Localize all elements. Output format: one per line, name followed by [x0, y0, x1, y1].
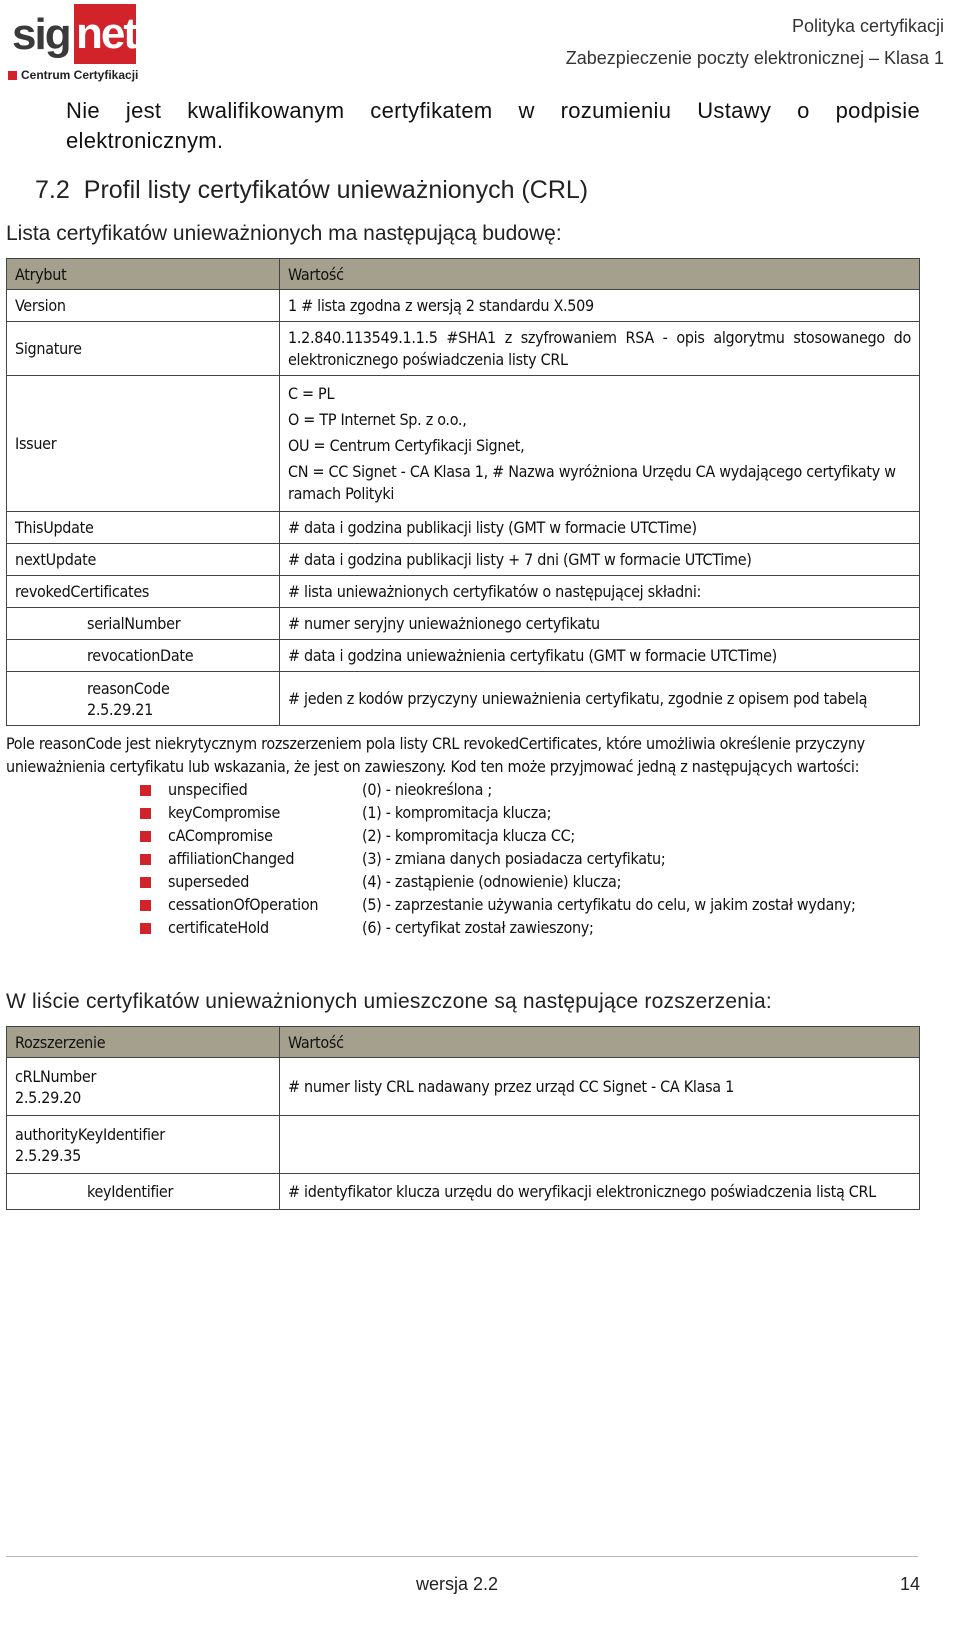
value-cell: # jeden z kodów przyczyny unieważnienia certyfikatu, zgodnie z opisem pod tabelą — [280, 672, 920, 726]
attribute-cell: ThisUpdate — [7, 512, 280, 544]
table-row — [7, 376, 920, 512]
table-row — [7, 672, 920, 726]
intro-paragraph: Nie jest kwalifikowanym certyfikatem w rozumieniu Ustawy o podpisie elektronicznym. — [66, 98, 920, 153]
red-square-icon — [8, 71, 17, 80]
extension-cell: keyIdentifier — [7, 1174, 280, 1210]
table-row — [7, 1174, 920, 1210]
attribute-cell: serialNumber — [7, 608, 280, 640]
value-cell — [280, 1116, 920, 1174]
logo-text-net: net — [74, 4, 136, 64]
column-header: Rozszerzenie — [7, 1027, 280, 1058]
attribute-cell: revokedCertificates — [7, 576, 280, 608]
extensions-heading: W liście certyfikatów unieważnionych umieszczone są następujące rozszerzenia: — [6, 990, 772, 1013]
column-header: Wartość — [280, 259, 920, 290]
bullet-square-icon — [140, 831, 151, 842]
value-cell: # numer seryjny unieważnionego certyfikatu — [280, 608, 920, 640]
attribute-cell: nextUpdate — [7, 544, 280, 576]
bullet-square-icon — [140, 877, 151, 888]
crl-intro: Lista certyfikatów unieważnionych ma następującą budowę: — [6, 222, 562, 245]
attribute-cell: reasonCode 2.5.29.21 — [7, 672, 280, 726]
table-row — [7, 544, 920, 576]
logo-subtitle: Centrum Certyfikacji — [8, 68, 138, 82]
value-cell: # data i godzina publikacji listy + 7 dni (GMT w formacie UTCTime) — [280, 544, 920, 576]
table-row — [7, 1116, 920, 1174]
table-row — [7, 640, 920, 672]
attribute-cell: revocationDate — [7, 640, 280, 672]
value-cell: # identyfikator klucza urzędu do weryfikacji elektronicznego poświadczenia listą CRL — [280, 1174, 920, 1210]
reason-code-list — [140, 778, 856, 939]
list-item: superseded (4) - zastąpienie (odnowienie) klucza; — [140, 870, 856, 893]
list-item: cessationOfOperation (5) - zaprzestanie używania certyfikatu do celu, w jakim został wydany; — [140, 893, 856, 916]
page-number: 14 — [899, 1574, 920, 1594]
table-row — [7, 322, 920, 376]
list-item: certificateHold (6) - certyfikat został zawieszony; — [140, 916, 856, 939]
extension-cell: authorityKeyIdentifier 2.5.29.35 — [7, 1116, 280, 1174]
table-header-row — [7, 259, 920, 290]
bullet-square-icon — [140, 808, 151, 819]
column-header: Wartość — [280, 1027, 920, 1058]
value-cell: 1.2.840.113549.1.1.5 #SHA1 z szyfrowaniem RSA - opis algorytmu stosowanego do elektronicznego poświadczenia listy CRL — [280, 322, 920, 376]
table-row — [7, 608, 920, 640]
table-row — [7, 290, 920, 322]
reason-code-paragraph: Pole reasonCode jest niekrytycznym rozszerzeniem pola listy CRL revokedCertificates, które umożliwia określenie przyczyny unieważnienia certyfikatu lub wskazania, że jest on zawieszony. Kod ten może przyjmować jedną z następujących wartości: — [6, 734, 865, 776]
value-cell: C = PL O = TP Internet Sp. z o.o., OU = Centrum Certyfikacji Signet, CN = CC Signet - CA Klasa 1, # Nazwa wyróżniona Urzędu CA wydającego certyfikaty w ramach Polityki — [280, 376, 920, 512]
extensions-table — [6, 1026, 920, 1210]
footer-divider — [6, 1556, 918, 1557]
document-subtitle: Zabezpieczenie poczty elektronicznej – Klasa 1 — [565, 48, 944, 68]
table-header-row — [7, 1027, 920, 1058]
list-item: affiliationChanged (3) - zmiana danych posiadacza certyfikatu; — [140, 847, 856, 870]
list-item: unspecified (0) - nieokreślona ; — [140, 778, 856, 801]
value-cell: # data i godzina unieważnienia certyfikatu (GMT w formacie UTCTime) — [280, 640, 920, 672]
value-cell: 1 # lista zgodna z wersją 2 standardu X.509 — [280, 290, 920, 322]
footer-version: wersja 2.2 — [416, 1574, 499, 1594]
table-row — [7, 1058, 920, 1116]
value-cell: # numer listy CRL nadawany przez urząd CC Signet - CA Klasa 1 — [280, 1058, 920, 1116]
attribute-cell: Issuer — [7, 376, 280, 512]
signet-logo — [8, 4, 139, 84]
crl-structure-table — [6, 258, 920, 726]
list-item: keyCompromise (1) - kompromitacja klucza; — [140, 801, 856, 824]
document-title: Polityka certyfikacji — [791, 16, 944, 36]
logo-text-sig: sig — [12, 10, 70, 59]
bullet-square-icon — [140, 785, 151, 796]
bullet-square-icon — [140, 854, 151, 865]
attribute-cell: Signature — [7, 322, 280, 376]
value-cell: # lista unieważnionych certyfikatów o następującej składni: — [280, 576, 920, 608]
value-cell: # data i godzina publikacji listy (GMT w formacie UTCTime) — [280, 512, 920, 544]
section-heading: 7.2 Profil listy certyfikatów unieważnionych (CRL) — [35, 176, 589, 204]
table-row — [7, 512, 920, 544]
extension-cell: cRLNumber 2.5.29.20 — [7, 1058, 280, 1116]
table-row — [7, 576, 920, 608]
list-item: cACompromise (2) - kompromitacja klucza CC; — [140, 824, 856, 847]
bullet-square-icon — [140, 923, 151, 934]
bullet-square-icon — [140, 900, 151, 911]
attribute-cell: Version — [7, 290, 280, 322]
column-header: Atrybut — [7, 259, 280, 290]
